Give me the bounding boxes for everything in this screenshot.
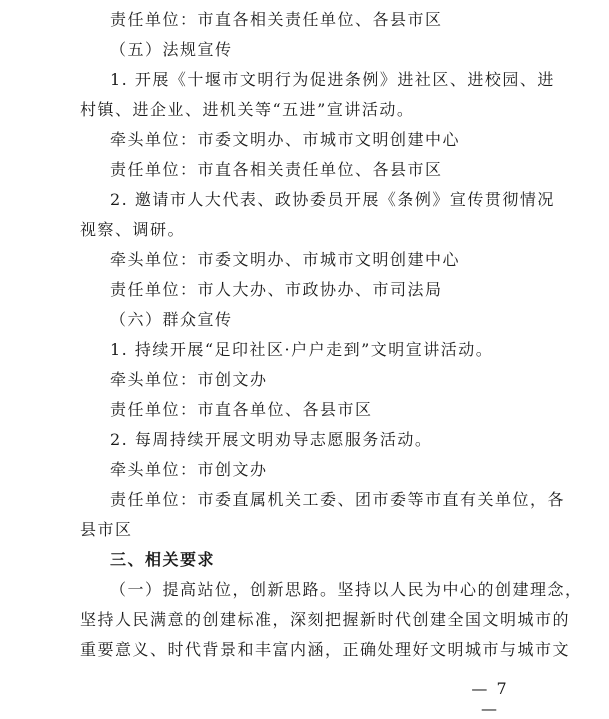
responsible-unit-line: 责任单位：市人大办、市政协办、市司法局 <box>110 280 443 299</box>
item-text-line: 视察、调研。 <box>80 220 186 239</box>
section-heading-requirements: 三、相关要求 <box>110 550 216 569</box>
item-text-line: 2. 每周持续开展文明劝导志愿服务活动。 <box>110 430 433 449</box>
paragraph-line: 坚持人民满意的创建标准，深刻把握新时代创建全国文明城市的 <box>80 610 571 629</box>
item-text-line: 1. 持续开展“足印社区·户户走到”文明宣讲活动。 <box>110 340 494 359</box>
lead-unit-line: 牵头单位：市创文办 <box>110 370 268 389</box>
section-heading-public: （六）群众宣传 <box>110 310 233 329</box>
lead-unit-line: 牵头单位：市创文办 <box>110 460 268 479</box>
item-text-line: 2. 邀请市人大代表、政协委员开展《条例》宣传贯彻情况 <box>110 190 555 209</box>
responsible-unit-line: 责任单位：市委直属机关工委、团市委等市直有关单位，各 <box>110 490 566 509</box>
paragraph-line: 重要意义、时代背景和丰富内涵，正确处理好文明城市与城市文 <box>80 640 571 659</box>
section-heading-laws: （五）法规宣传 <box>110 40 233 59</box>
responsible-unit-line: 责任单位：市直各单位、各县市区 <box>110 400 373 419</box>
item-text-line: 村镇、进企业、进机关等“五进”宣讲活动。 <box>80 100 415 119</box>
responsible-unit-line: 责任单位：市直各相关责任单位、各县市区 <box>110 160 443 179</box>
page-number: — 7 — <box>471 679 509 718</box>
item-text-line: 1. 开展《十堰市文明行为促进条例》进社区、进校园、进 <box>110 70 555 89</box>
lead-unit-line: 牵头单位：市委文明办、市城市文明创建中心 <box>110 250 461 269</box>
lead-unit-line: 牵头单位：市委文明办、市城市文明创建中心 <box>110 130 461 149</box>
responsible-unit-line: 责任单位：市直各相关责任单位、各县市区 <box>110 10 443 29</box>
paragraph-line: （一）提高站位，创新思路。坚持以人民为中心的创建理念， <box>110 580 583 599</box>
item-text-line: 县市区 <box>80 520 133 539</box>
